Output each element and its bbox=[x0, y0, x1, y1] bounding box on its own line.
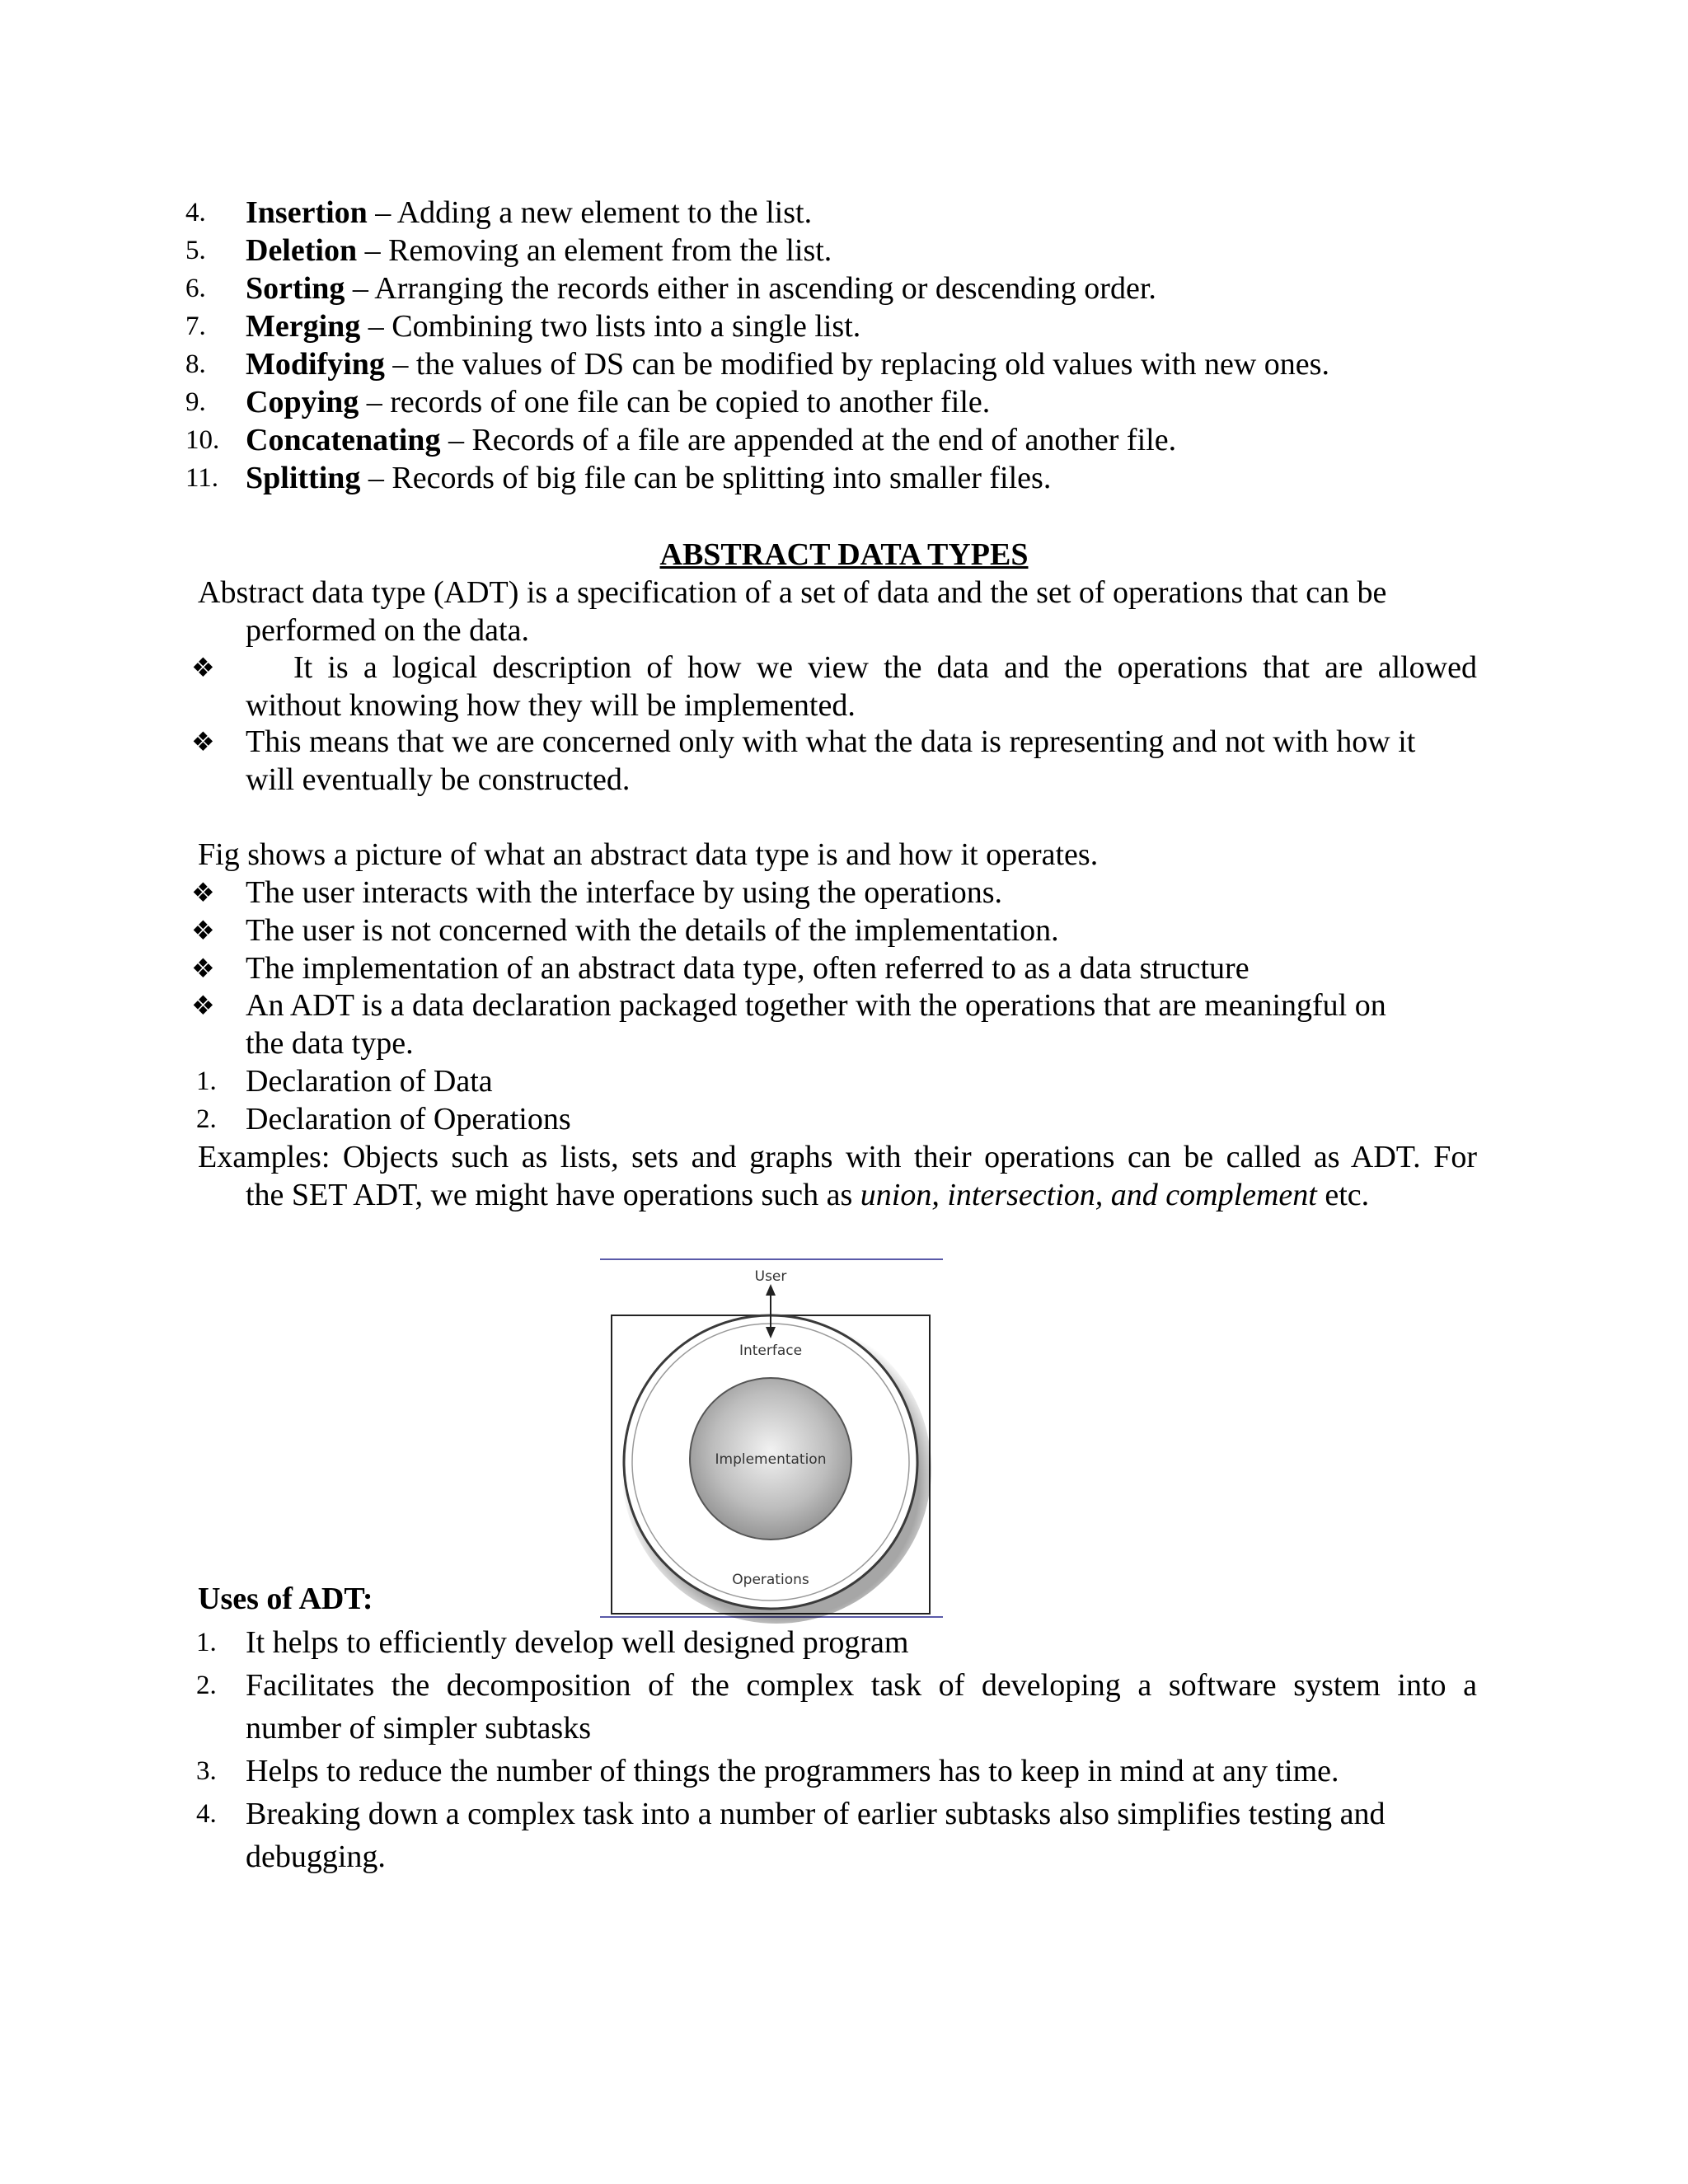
adt-diagram bbox=[600, 1253, 943, 1624]
adt-intro-line1: Abstract data type (ADT) is a specification of a set of data and the set of operations that can be bbox=[198, 575, 1387, 610]
bullet-continuation: the data type. bbox=[246, 1026, 414, 1061]
bullet-continuation: will eventually be constructed. bbox=[246, 762, 631, 797]
adt-intro-line2: performed on the data. bbox=[246, 613, 529, 648]
item-term: Merging bbox=[246, 309, 361, 344]
item-term: Copying bbox=[246, 385, 359, 419]
item-number: 6. bbox=[185, 274, 206, 303]
section-heading: ABSTRACT DATA TYPES bbox=[659, 537, 1029, 572]
item-number: 10. bbox=[185, 425, 220, 455]
interface-label: Interface bbox=[738, 1343, 803, 1359]
item-desc: – Adding a new element to the list. bbox=[367, 195, 813, 230]
bullet-continuation: without knowing how they will be implemented. bbox=[246, 688, 856, 723]
item-term: Concatenating bbox=[246, 423, 441, 457]
item-number: 7. bbox=[185, 312, 206, 341]
item-term: Sorting bbox=[246, 271, 345, 306]
arrow-up-icon bbox=[766, 1284, 776, 1296]
item-term: Deletion bbox=[246, 233, 358, 268]
item-number: 11. bbox=[185, 463, 219, 493]
uses-heading: Uses of ADT: bbox=[198, 1582, 373, 1616]
item-term: Modifying bbox=[246, 347, 385, 382]
fig-intro: Fig shows a picture of what an abstract data type is and how it operates. bbox=[198, 837, 1099, 872]
item-number: 9. bbox=[185, 387, 206, 417]
diamond-bullet-icon: ❖ bbox=[191, 727, 215, 757]
diamond-bullet-icon: ❖ bbox=[191, 991, 215, 1020]
item-desc: – records of one file can be copied to another file. bbox=[359, 385, 991, 419]
item-number: 4. bbox=[185, 198, 206, 227]
item-term: Insertion bbox=[246, 195, 368, 230]
item-desc: – Records of big file can be splitting into smaller files. bbox=[360, 461, 1052, 495]
user-label: User bbox=[754, 1268, 787, 1285]
item-desc: – Records of a file are appended at the end of another file. bbox=[440, 423, 1177, 457]
item-number: 5. bbox=[185, 236, 206, 265]
item-number: 8. bbox=[185, 349, 206, 379]
diamond-bullet-icon: ❖ bbox=[191, 954, 215, 983]
item-desc: – Combining two lists into a single list. bbox=[360, 309, 861, 344]
item-desc: – Arranging the records either in ascending or descending order. bbox=[345, 271, 1156, 306]
list-item-continuation: debugging. bbox=[246, 1840, 386, 1874]
examples-line2: the SET ADT, we might have operations such as union, intersection, and complement etc. bbox=[246, 1178, 1370, 1212]
diamond-bullet-icon: ❖ bbox=[191, 653, 215, 682]
item-desc: – the values of DS can be modified by replacing old values with new ones. bbox=[384, 347, 1329, 382]
document-page: 4. Insertion – Adding a new element to the list. 5. Deletion – Removing an element from the list. 6. Sorting – Arranging the records either in ascending or descending order. 7. Merging – Combining two lists into a single list. 8. Modifying – the values of DS can be modified by replacing old values with new ones. 9. Copying – records of one file can be copied to another file. 10. Concatenating – Records of a file are appended at the end of another file. 11. Splitting – Records of big file can be splitting into smaller files. ABSTRACT DATA TYPES Abstract data type (ADT) is a specification of a set of data and the set of operations that can be performed on the data. ❖ It is a logical description of how we view the data and the operations that are allowed without knowing how they will be implemented. ❖ This means that we are concerned only with what the data is representing and not with how it will eventually be constructed. Fig shows a picture of what an abstract data type is and how it operates. ❖ The user interacts with the interface by using the operations. ❖ The user is not concerned with the details of the implementation. ❖ The implementation of an abstract data type, often referred to as a data structure ❖ An ADT is a data declaration packaged together with the operations that are meaningful on the data type. 1. Declaration of Data 2. Declaration of Operations Examples: Objects such as lists, sets and graphs with their operations can be called as ADT. For the SET ADT, we might have operations such as union, intersection, and complement etc. User Interface Implementation Operations Uses of ADT: 1. It helps to efficiently develop well designed program 2. Facilitates the decomposition of the complex task of developing a software system into a number of simpler subtasks 3. Helps to reduce the number of things the programmers has to keep in mind at any time. 4. Breaking down a complex task into a number of earlier subtasks also simplifies testing and debugging. bbox=[0, 0, 1688, 2184]
implementation-label: Implementation bbox=[715, 1451, 827, 1468]
diamond-bullet-icon: ❖ bbox=[191, 916, 215, 945]
list-item-continuation: number of simpler subtasks bbox=[246, 1711, 592, 1746]
item-term: Splitting bbox=[246, 461, 361, 495]
diamond-bullet-icon: ❖ bbox=[191, 878, 215, 907]
operations-label: Operations bbox=[732, 1572, 809, 1588]
item-desc: – Removing an element from the list. bbox=[357, 233, 832, 268]
